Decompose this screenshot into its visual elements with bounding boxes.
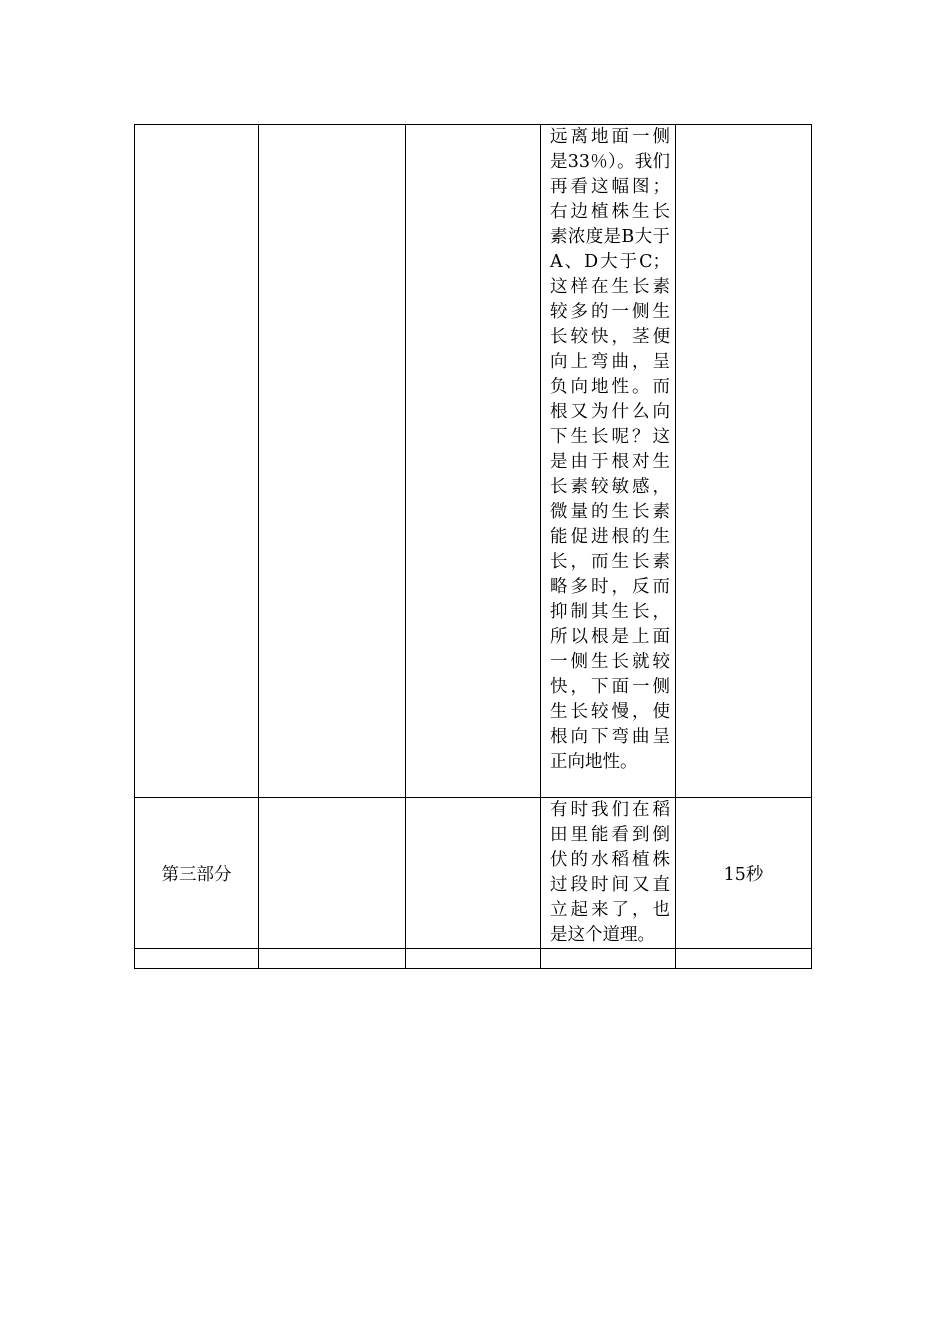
table-cell	[541, 125, 676, 798]
table-cell	[259, 798, 406, 949]
table-cell	[259, 125, 406, 798]
lesson-plan-table	[134, 124, 812, 969]
table-cell	[135, 949, 259, 969]
table-cell	[406, 949, 541, 969]
table-cell	[676, 125, 812, 798]
section-label: 第三部分	[135, 798, 259, 949]
table-cell	[406, 798, 541, 949]
table-cell	[135, 125, 259, 798]
explanation-text: 远离地面一侧是33％）。我们再看这幅图；右边植株生长素浓度是B大于A、D大于C；这样在生长素较多的一侧生长较快，茎便向上弯曲，呈负向地性。而根又为什么向下生长呢？这是由于根对生长素较敏感，微量的生长素能促进根的生长，而生长素略多时，反而抑制其生长，所以根是上面一侧生长就较快，下面一侧生长较慢，使根向下弯曲呈正向地性。	[550, 127, 670, 772]
table-row	[135, 798, 812, 949]
table-cell	[676, 949, 812, 969]
table-cell	[541, 798, 676, 949]
table-cell	[406, 125, 541, 798]
table-cell	[259, 949, 406, 969]
table-cell	[541, 949, 676, 969]
explanation-text: 有时我们在稻田里能看到倒伏的水稻植株过段时间又直立起来了，也是这个道理。	[550, 800, 670, 945]
table-row	[135, 949, 812, 969]
duration-cell: 15秒	[676, 798, 812, 949]
table-row	[135, 125, 812, 798]
